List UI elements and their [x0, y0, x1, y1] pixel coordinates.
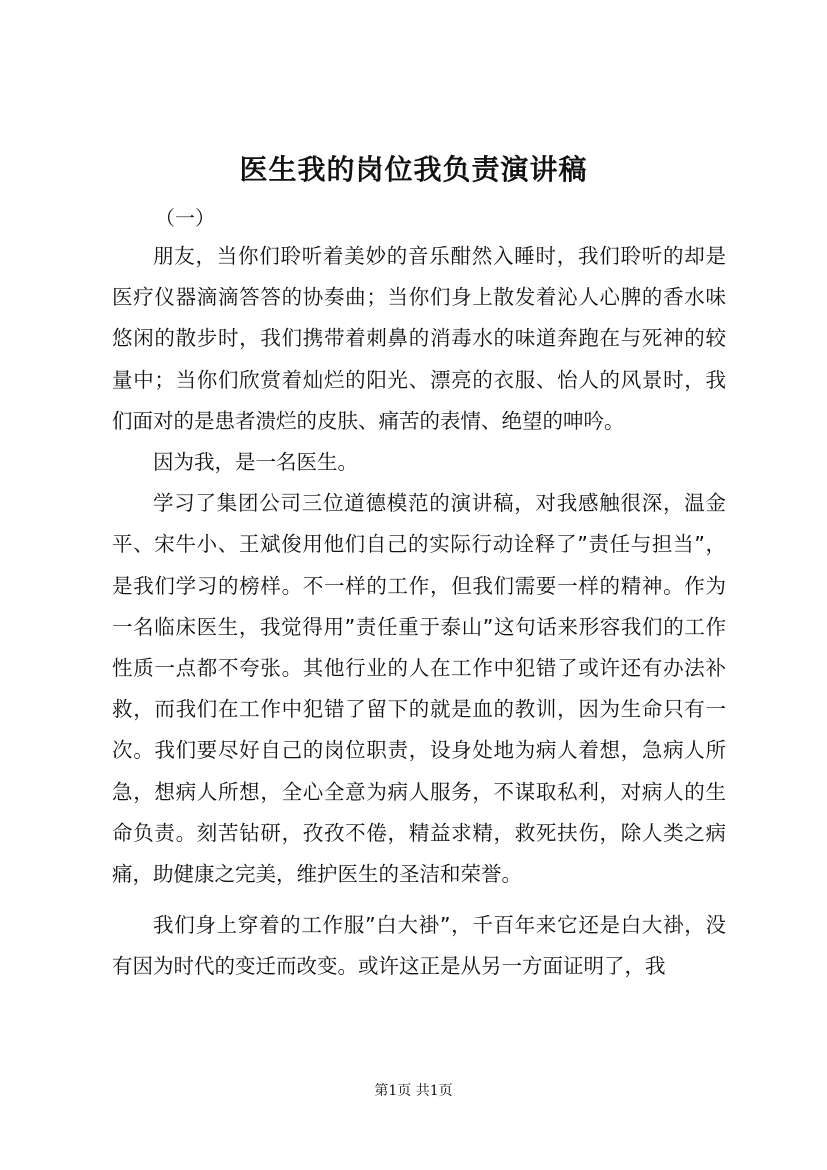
document-title: 医生我的岗位我负责演讲稿	[239, 153, 588, 186]
paragraph-2: 因为我，是一名医生。	[153, 450, 358, 475]
document-body	[112, 236, 726, 988]
paragraph-4: 我们身上穿着的工作服”白大褂”，千百年来它还是白大褂，没有因为时代的变迁而改变。或许这正是从另一方面证明了，我	[112, 913, 726, 979]
page-footer: 第1页 共1页	[374, 1083, 453, 1099]
paragraph-3: 学习了集团公司三位道德模范的演讲稿，对我感触很深，温金平、宋牛小、王斌俊用他们自己的实际行动诠释了”责任与担当”，是我们学习的榜样。不一样的工作，但我们需要一样的精神。作为一名临床医生，我觉得用”责任重于泰山”这句话来形容我们的工作性质一点都不夸张。其他行业的人在工作中犯错了或许还有办法补救，而我们在工作中犯错了留下的就是血的教训，因为生命只有一次。我们要尽好自己的岗位职责，设身处地为病人着想，急病人所急，想病人所想，全心全意为病人服务，不谋取私利，对病人的生命负责。刻苦钻研，孜孜不倦，精益求精，救死扶伤，除人类之病痛，助健康之完美，维护医生的圣洁和荣誉。	[112, 491, 726, 887]
section-number: （一）	[155, 206, 215, 230]
paragraph-1: 朋友，当你们聆听着美妙的音乐酣然入睡时，我们聆听的却是医疗仪器滴滴答答的协奏曲；当你们身上散发着沁人心脾的香水味悠闲的散步时，我们携带着刺鼻的消毒水的味道奔跑在与死神的较量中；当你们欣赏着灿烂的阳光、漂亮的衣服、怡人的风景时，我们面对的是患者溃烂的皮肤、痛苦的表情、绝望的呻吟。	[112, 244, 726, 433]
